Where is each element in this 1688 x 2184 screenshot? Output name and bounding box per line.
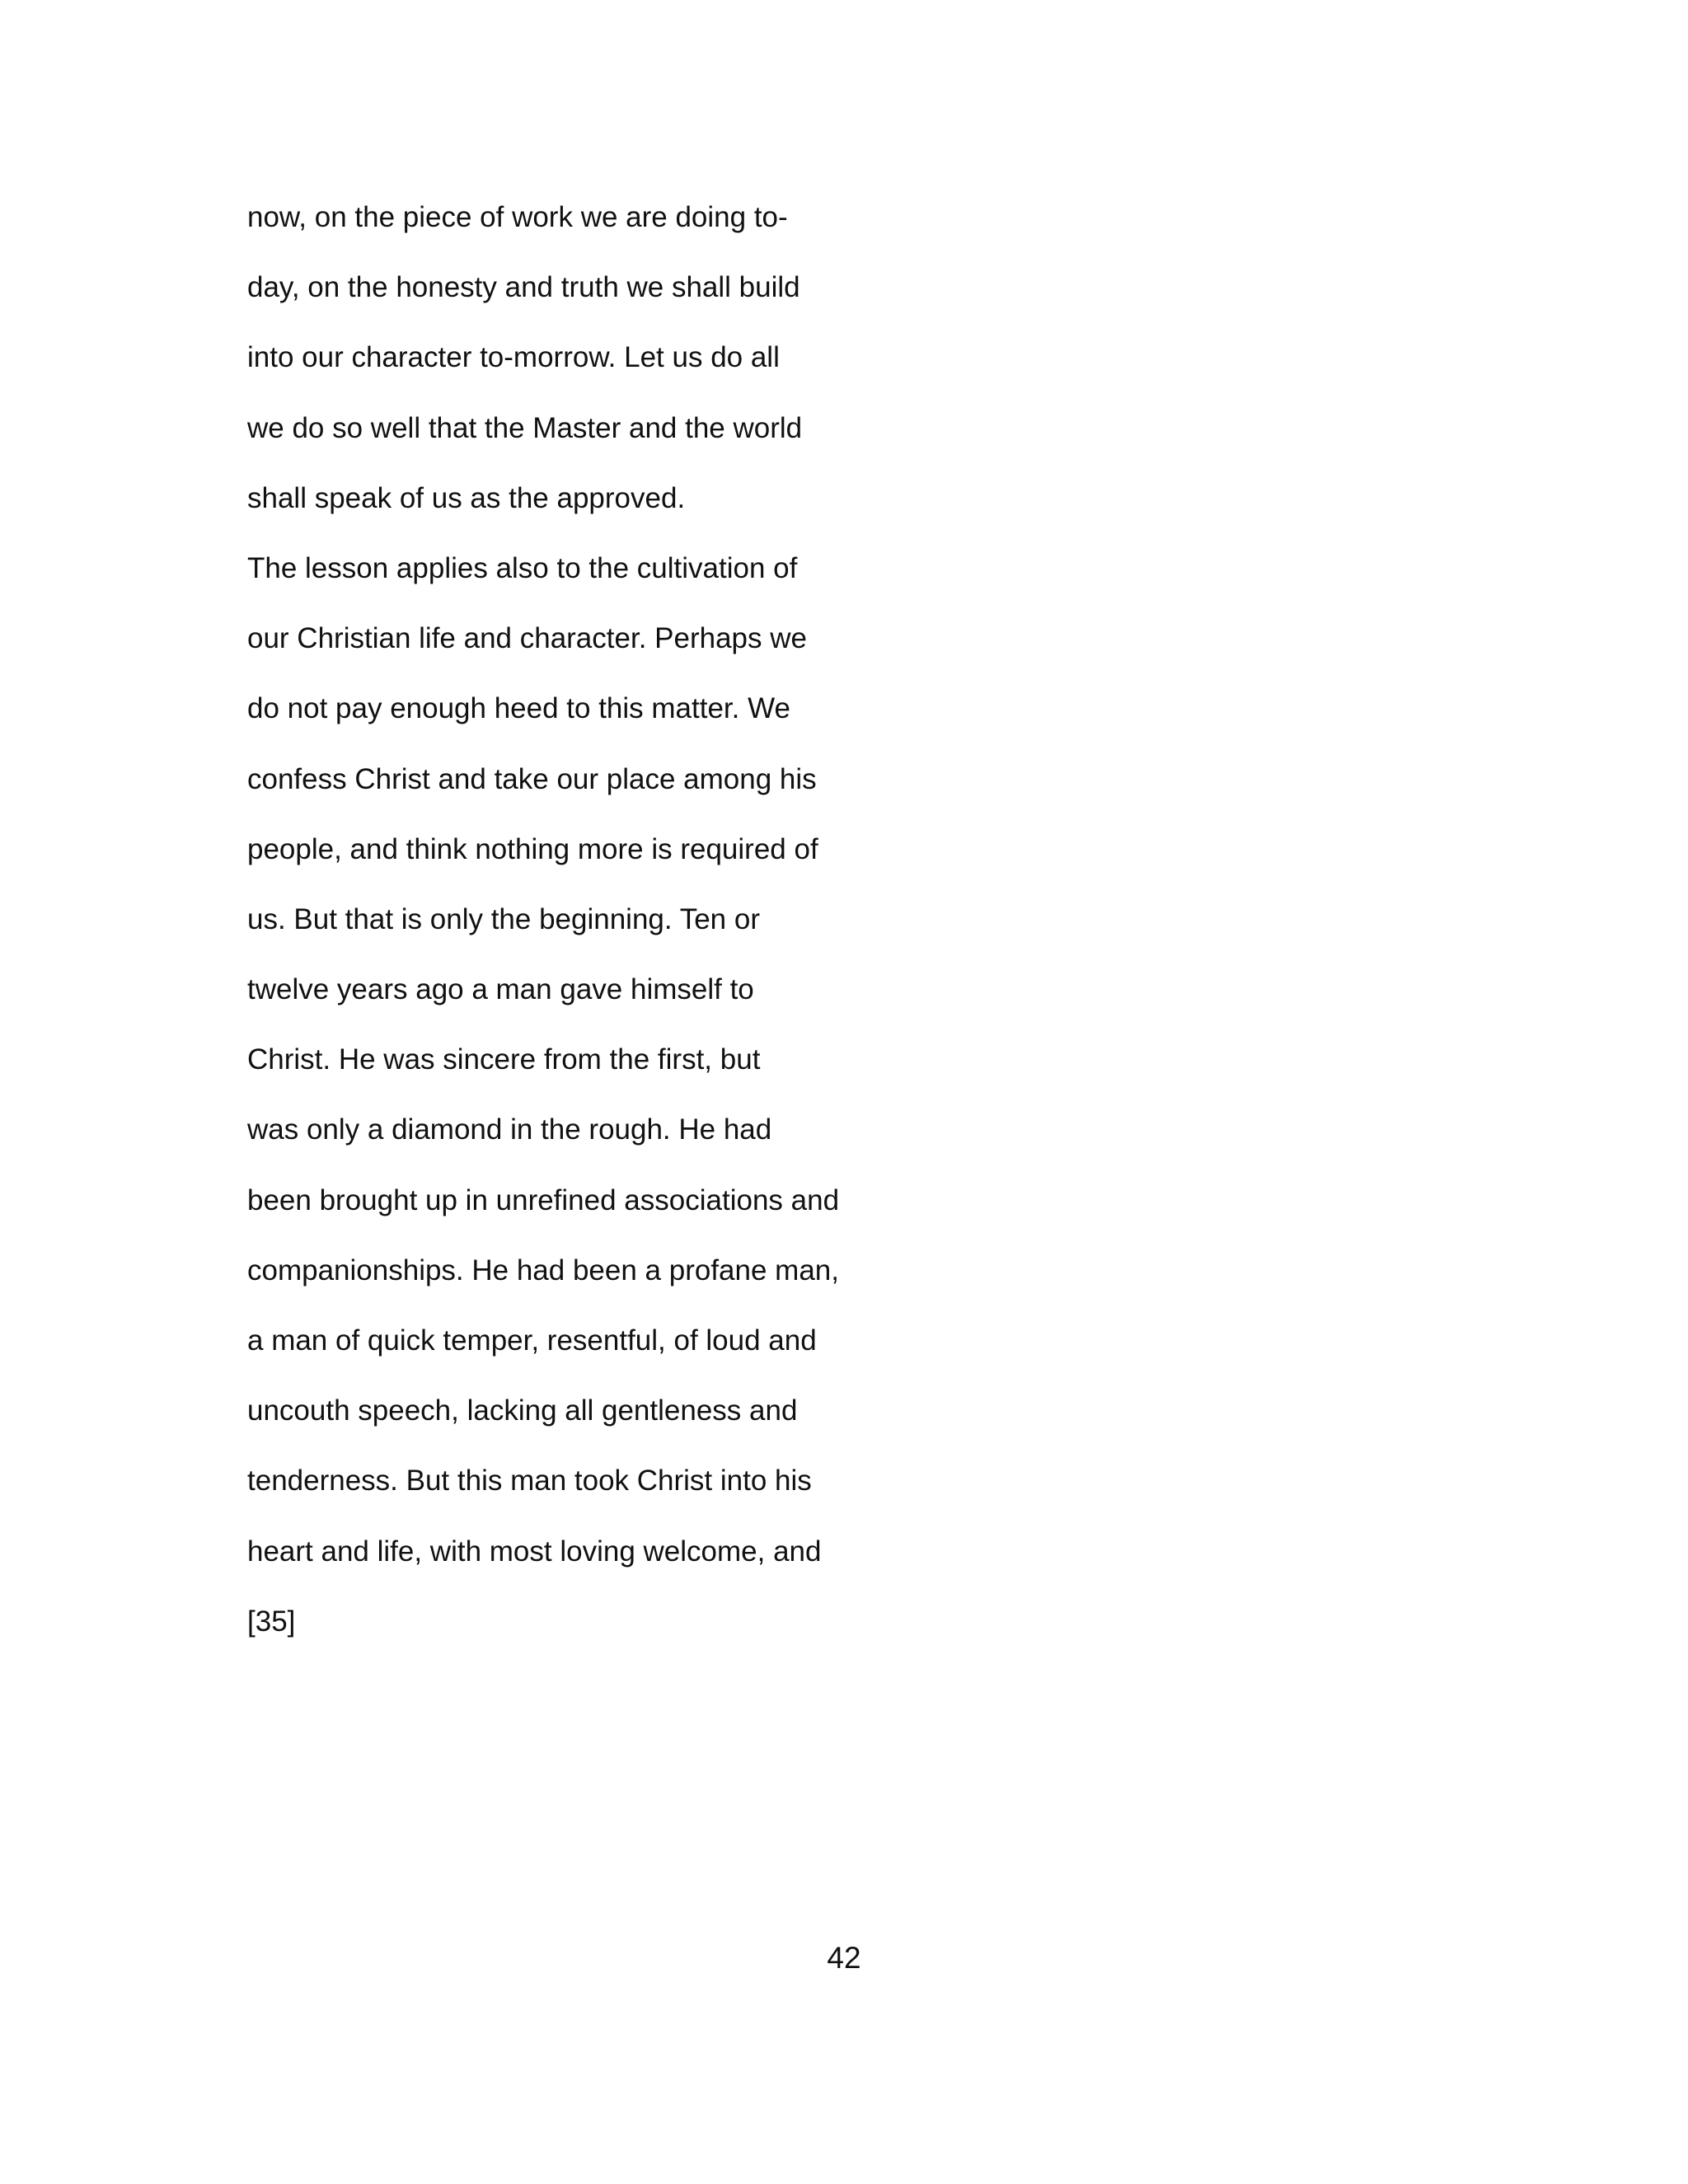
text-line: Christ. He was sincere from the first, but <box>247 1043 761 1076</box>
text-line: people, and think nothing more is required of <box>247 832 818 865</box>
text-line: uncouth speech, lacking all gentleness and <box>247 1394 798 1427</box>
text-line: tenderness. But this man took Christ into his <box>247 1465 812 1497</box>
text-line: shall speak of us as the approved. <box>247 481 686 514</box>
text-line: companionships. He had been a profane man, <box>247 1254 839 1286</box>
text-line: into our character to-morrow. Let us do all <box>247 341 780 374</box>
text-line: heart and life, with most loving welcome, and <box>247 1535 822 1568</box>
text-line: our Christian life and character. Perhaps we <box>247 622 807 655</box>
text-line: now, on the piece of work we are doing to- <box>247 201 788 233</box>
text-line: was only a diamond in the rough. He had <box>247 1113 772 1146</box>
text-line: confess Christ and take our place among his <box>247 762 817 795</box>
body-text <box>247 196 874 1671</box>
text-line: us. But that is only the beginning. Ten or <box>247 902 760 935</box>
text-line: we do so well that the Master and the world <box>247 411 803 444</box>
source-page-marker: [35] <box>247 1605 296 1638</box>
text-line: The lesson applies also to the cultivation of <box>247 551 798 584</box>
text-line: a man of quick temper, resentful, of loud and <box>247 1324 817 1357</box>
text-line: twelve years ago a man gave himself to <box>247 973 754 1006</box>
text-line: day, on the honesty and truth we shall build <box>247 271 800 304</box>
text-line: been brought up in unrefined associations and <box>247 1183 840 1216</box>
page-number: 42 <box>827 1941 861 1975</box>
text-line: do not pay enough heed to this matter. We <box>247 692 790 725</box>
